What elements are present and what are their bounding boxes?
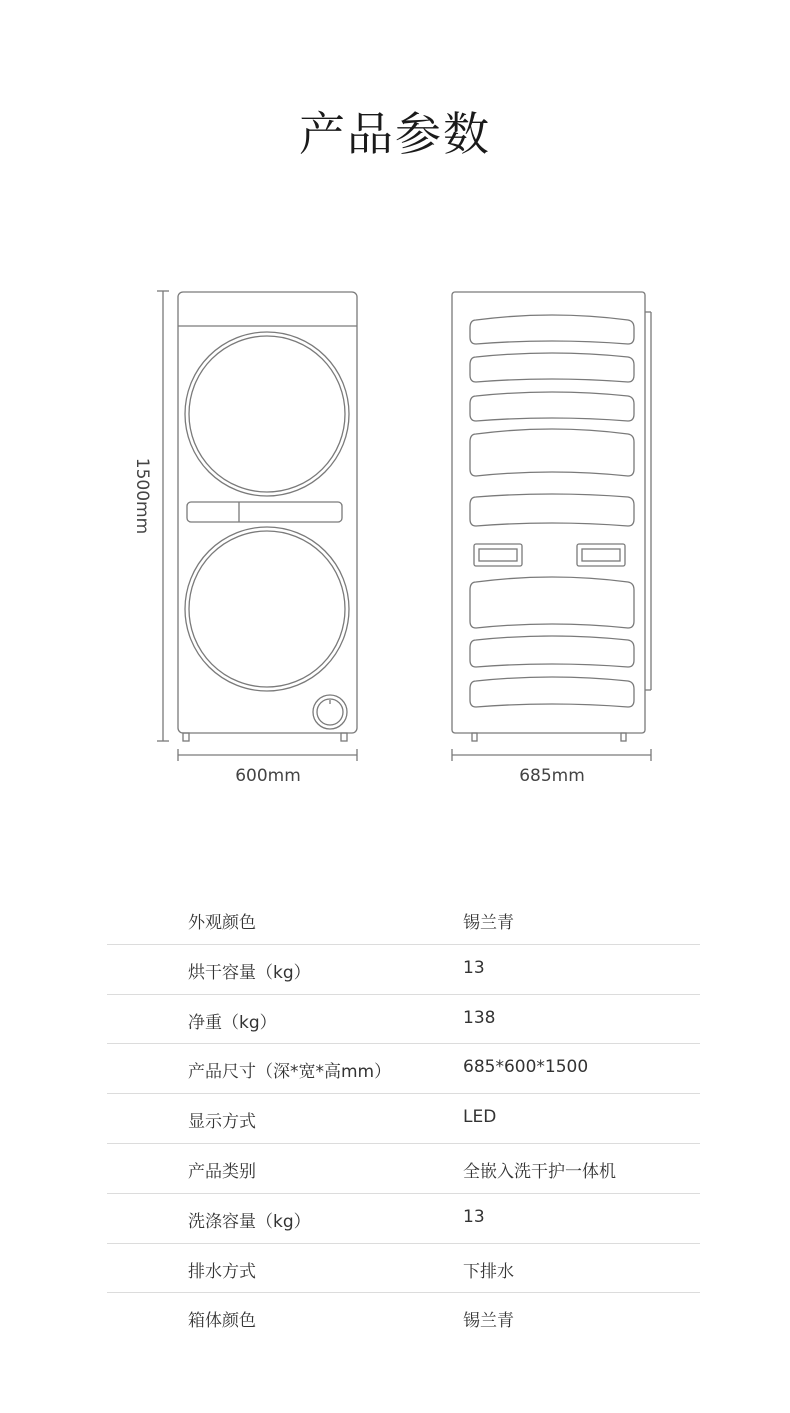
washer-door	[185, 527, 349, 691]
spec-row	[107, 1044, 700, 1094]
spec-value: 下排水	[463, 1261, 514, 1282]
spec-value: LED	[463, 1107, 497, 1128]
spec-label: 产品尺寸（深*宽*高mm）	[188, 1062, 392, 1083]
spec-value: 13	[463, 957, 485, 978]
height-label: 1500mm	[132, 457, 152, 535]
spec-label: 洗涤容量（kg）	[188, 1211, 311, 1232]
spec-row	[107, 945, 700, 995]
front-width-label: 600mm	[235, 766, 301, 786]
side-handle	[577, 544, 625, 566]
side-view	[452, 292, 651, 741]
spec-table	[107, 895, 700, 1343]
spec-value: 685*600*1500	[463, 1057, 589, 1078]
spec-value: 全嵌入洗干护一体机	[463, 1161, 616, 1182]
spec-row	[107, 1244, 700, 1294]
side-panel-rib	[470, 494, 634, 526]
spec-value: 138	[463, 1007, 496, 1028]
spec-label: 净重（kg）	[188, 1012, 277, 1033]
spec-row	[107, 1194, 700, 1244]
side-panel-rib	[470, 429, 634, 476]
spec-label: 外观颜色	[188, 913, 256, 933]
spec-label: 排水方式	[188, 1261, 256, 1282]
page-title: 产品参数	[299, 107, 491, 161]
spec-label: 产品类别	[188, 1161, 256, 1182]
side-panel-rib	[470, 577, 634, 628]
spec-value: 锡兰青	[463, 1311, 514, 1332]
side-panel-rib	[470, 677, 634, 707]
side-handle	[474, 544, 522, 566]
spec-label: 显示方式	[188, 1112, 256, 1133]
control-panel	[187, 502, 342, 522]
spec-label: 箱体颜色	[188, 1311, 256, 1332]
front-width-dimension-line	[178, 749, 357, 761]
side-panel-rib	[470, 392, 634, 421]
front-view	[178, 292, 357, 741]
spec-row	[107, 1144, 700, 1194]
side-depth-dimension-line	[452, 749, 651, 761]
spec-row	[107, 995, 700, 1045]
side-depth-label: 685mm	[519, 766, 585, 786]
side-panel-rib	[470, 315, 634, 344]
spec-value: 13	[463, 1206, 485, 1227]
spec-label: 烘干容量（kg）	[188, 962, 311, 983]
side-panel-rib	[470, 353, 634, 382]
spec-row	[107, 1094, 700, 1144]
height-dimension-line	[157, 291, 169, 741]
dryer-door	[185, 332, 349, 496]
spec-row	[107, 895, 700, 945]
spec-value: 锡兰青	[463, 913, 514, 933]
spec-row	[107, 1293, 700, 1343]
side-panel-rib	[470, 636, 634, 667]
